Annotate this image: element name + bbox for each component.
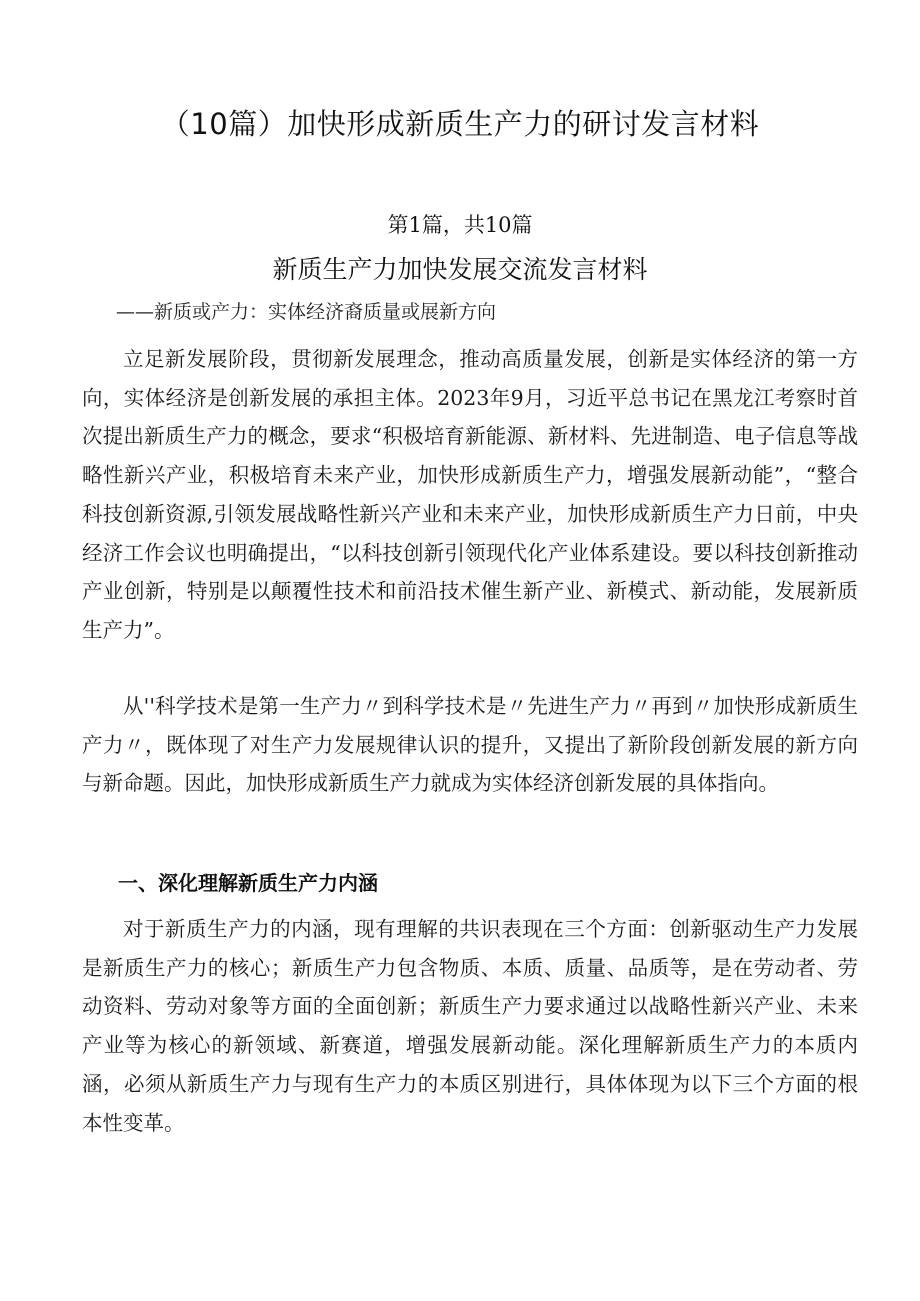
- paragraph-block-3: [82, 910, 858, 1142]
- document-title: （10篇）加快形成新质生产力的研讨发言材料: [160, 107, 760, 141]
- article-subtitle: ——新质或产力：实体经济裔质量或展新方向: [116, 301, 497, 323]
- article-title: 新质生产力加快发展交流发言材料: [272, 255, 648, 284]
- section-heading: 一、深化理解新质生产力内涵: [118, 871, 378, 895]
- paragraph-2: 从''科学技术是第一生产力〃到科学技术是〃先进生产力〃再到〃加快形成新质生产力〃，既体现了对生产力发展规律认识的提升，又提出了新阶段创新发展的新方向与新命题。因此，加快形成新质生产力就成为实体经济创新发展的具体指向。: [82, 694, 858, 796]
- section-number: 第1篇，共10篇: [387, 213, 533, 237]
- paragraph-block-1: [82, 340, 858, 650]
- paragraph-1: 立足新发展阶段，贯彻新发展理念，推动高质量发展，创新是实体经济的第一方向，实体经济是创新发展的承担主体。2023年9月，习近平总书记在黑龙江考察时首次提出新质生产力的概念，要求“积极培育新能源、新材料、先进制造、电子信息等战略性新兴产业，积极培育未来产业，加快形成新质生产力，增强发展新动能”，“整合科技创新资源,引领发展战略性新兴产业和未来产业，加快形成新质生产力日前，中央经济工作会议也明确提出，“以科技创新引领现代化产业体系建设。要以科技创新推动产业创新，特别是以颠覆性技术和前沿技术催生新产业、新模式、新动能，发展新质生产力”。: [82, 347, 858, 642]
- paragraph-3: 对于新质生产力的内涵，现有理解的共识表现在三个方面：创新驱动生产力发展是新质生产力的核心；新质生产力包含物质、本质、质量、品质等，是在劳动者、劳动资料、劳动对象等方面的全面创新；新质生产力要求通过以战略性新兴产业、未来产业等为核心的新领域、新赛道，增强发展新动能。深化理解新质生产力的本质内涵，必须从新质生产力与现有生产力的本质区别进行，具体体现为以下三个方面的根本性变革。: [82, 917, 858, 1135]
- paragraph-block-2: [82, 687, 858, 803]
